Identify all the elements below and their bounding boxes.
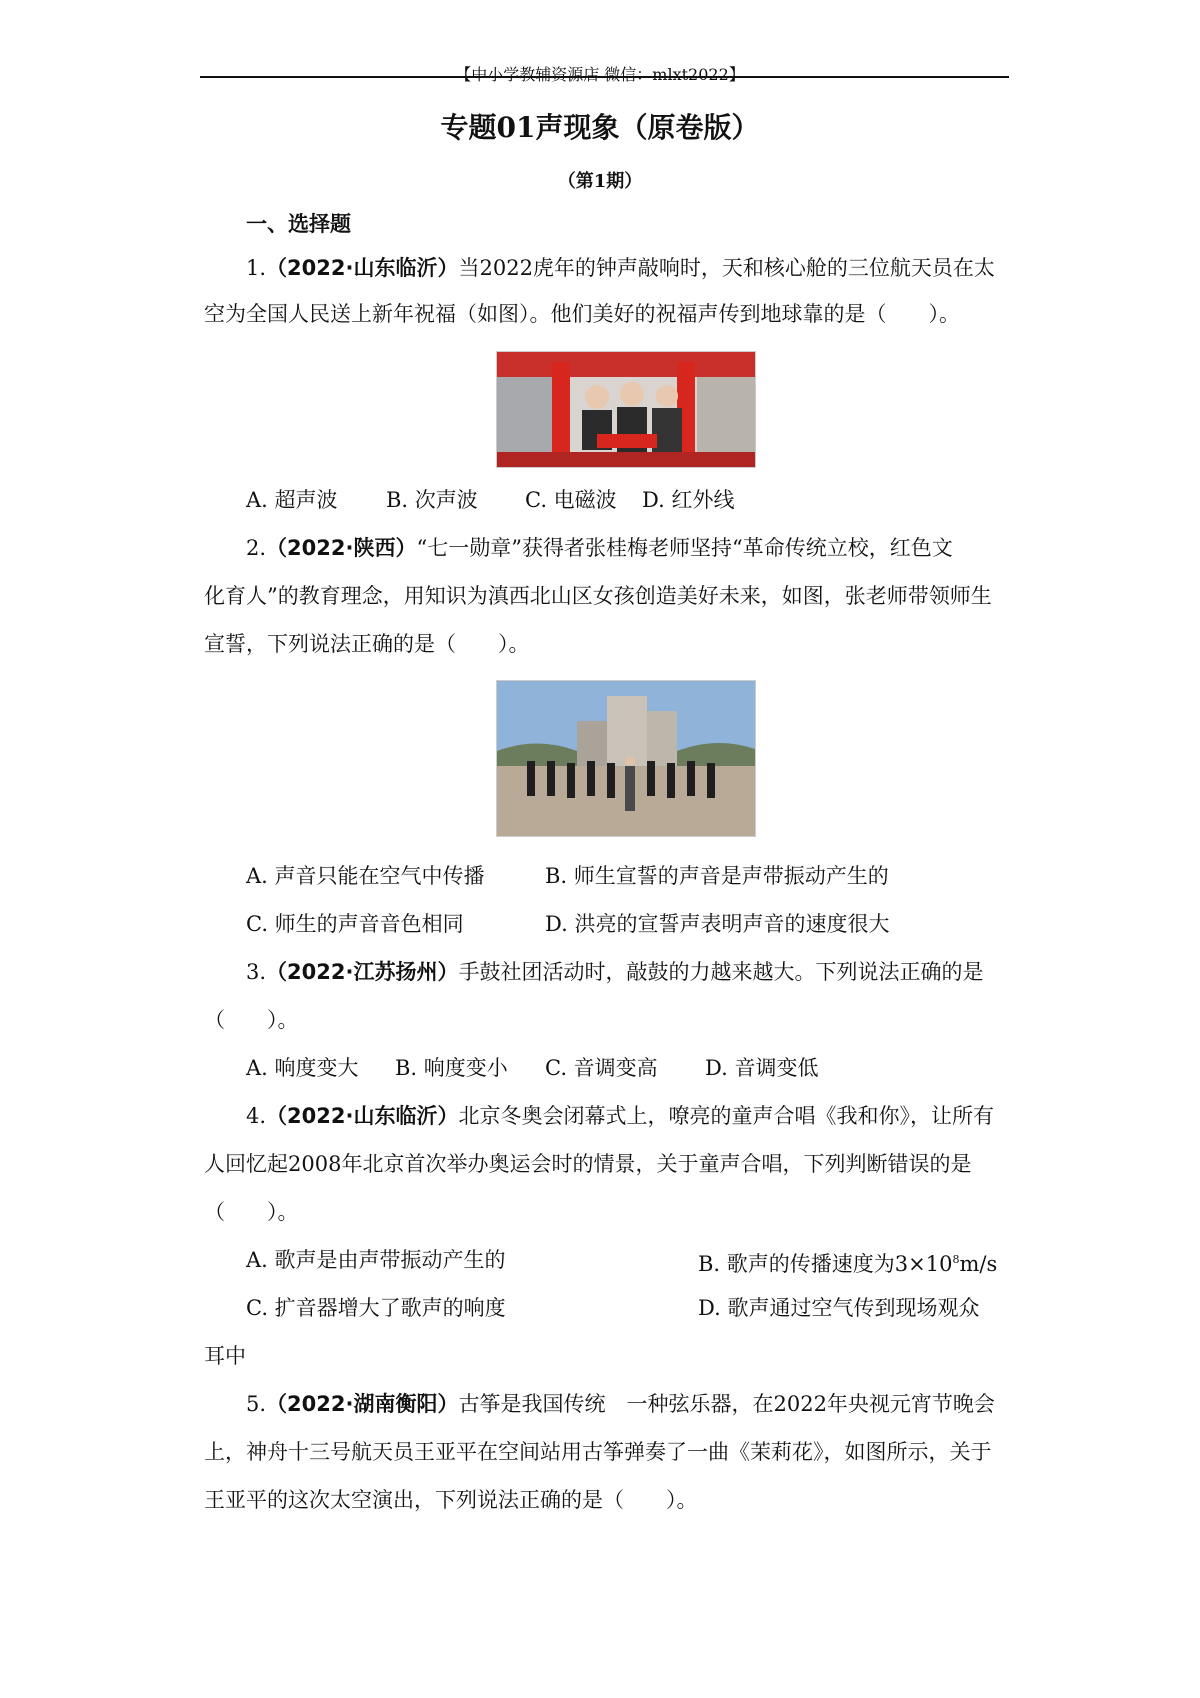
q1-figure-astronauts — [496, 351, 756, 468]
q5-line2: 上，神舟十三号航天员王亚平在空间站用古筝弹奏了一曲《茉莉花》，如图所示，关于 — [204, 1440, 992, 1464]
q1-line2: 空为全国人民送上新年祝福（如图）。他们美好的祝福声传到地球靠的是（ ）。 — [204, 302, 960, 326]
q3-line1 — [246, 958, 1048, 986]
q2-number: 2. — [246, 536, 267, 560]
q4-line1 — [246, 1102, 1048, 1130]
document-title: 专题01声现象（原卷版） — [440, 111, 760, 144]
q5-line3: 王亚平的这次太空演出，下列说法正确的是（ ）。 — [204, 1488, 698, 1512]
q4-option-d-wrap: 耳中 — [204, 1344, 246, 1368]
q2-figure-oath — [496, 680, 756, 837]
q2-option-b: B. 师生宣誓的声音是声带振动产生的 — [545, 864, 889, 888]
q2-line3: 宣誓，下列说法正确的是（ ）。 — [204, 632, 530, 656]
section-heading: 一、选择题 — [246, 211, 351, 236]
q1-line1 — [246, 254, 1048, 282]
q1-number: 1. — [246, 256, 267, 280]
q4-option-c: C. 扩音器增大了歌声的响度 — [246, 1296, 506, 1320]
q4-option-b-text: B. 歌声的传播速度为3×10 — [698, 1252, 953, 1276]
q1-option-a: A. 超声波 — [246, 488, 338, 512]
q2-option-d: D. 洪亮的宣誓声表明声音的速度很大 — [545, 912, 890, 936]
header-rule — [200, 76, 1009, 78]
q4-option-b-unit: m/s — [959, 1252, 998, 1276]
q4-text1: 北京冬奥会闭幕式上，嘹亮的童声合唱《我和你》，让所有 — [458, 1104, 994, 1128]
q4-line3: （ ）。 — [204, 1200, 299, 1224]
q4-option-b — [698, 1246, 997, 1278]
q1-text1: 当2022虎年的钟声敲响时，天和核心舱的三位航天员在太 — [458, 256, 995, 280]
q5-line1 — [246, 1390, 1048, 1418]
q4-source: （2022·山东临沂） — [266, 1104, 459, 1128]
q1-option-c: C. 电磁波 — [525, 488, 617, 512]
q3-option-a: A. 响度变大 — [246, 1056, 359, 1080]
q1-option-d: D. 红外线 — [642, 488, 735, 512]
q4-option-d: D. 歌声通过空气传到现场观众 — [698, 1296, 980, 1320]
q2-source: （2022·陕西） — [266, 536, 417, 560]
q5-number: 5. — [246, 1392, 267, 1416]
q4-line2: 人回忆起2008年北京首次举办奥运会时的情景，关于童声合唱，下列判断错误的是 — [204, 1152, 972, 1176]
q3-number: 3. — [246, 960, 267, 984]
q1-option-b: B. 次声波 — [386, 488, 478, 512]
q3-option-d: D. 音调变低 — [705, 1056, 819, 1080]
page-header: 【中小学教辅资源店 微信：mlxt2022】 — [455, 65, 745, 84]
q1-source: （2022·山东临沂） — [266, 256, 459, 280]
q5-source: （2022·湖南衡阳） — [266, 1392, 459, 1416]
q3-line2: （ ）。 — [204, 1008, 299, 1032]
q4-option-b-exponent: 8 — [952, 1253, 960, 1266]
document-subtitle: （第1期） — [557, 171, 643, 192]
q3-option-b: B. 响度变小 — [395, 1056, 508, 1080]
q2-option-c: C. 师生的声音音色相同 — [246, 912, 464, 936]
q5-text1: 古筝是我国传统 一种弦乐器，在2022年央视元宵节晚会 — [458, 1392, 995, 1416]
q2-option-a: A. 声音只能在空气中传播 — [246, 864, 485, 888]
q4-option-a: A. 歌声是由声带振动产生的 — [246, 1248, 506, 1272]
q4-number: 4. — [246, 1104, 267, 1128]
q3-source: （2022·江苏扬州） — [266, 960, 459, 984]
q2-line1 — [246, 534, 1048, 562]
q2-line2: 化育人”的教育理念，用知识为滇西北山区女孩创造美好未来，如图，张老师带领师生 — [204, 584, 992, 608]
q3-text1: 手鼓社团活动时，敲鼓的力越来越大。下列说法正确的是 — [458, 960, 984, 984]
q2-text1: “七一勋章”获得者张桂梅老师坚持“革命传统立校，红色文 — [416, 536, 953, 560]
q3-option-c: C. 音调变高 — [545, 1056, 658, 1080]
